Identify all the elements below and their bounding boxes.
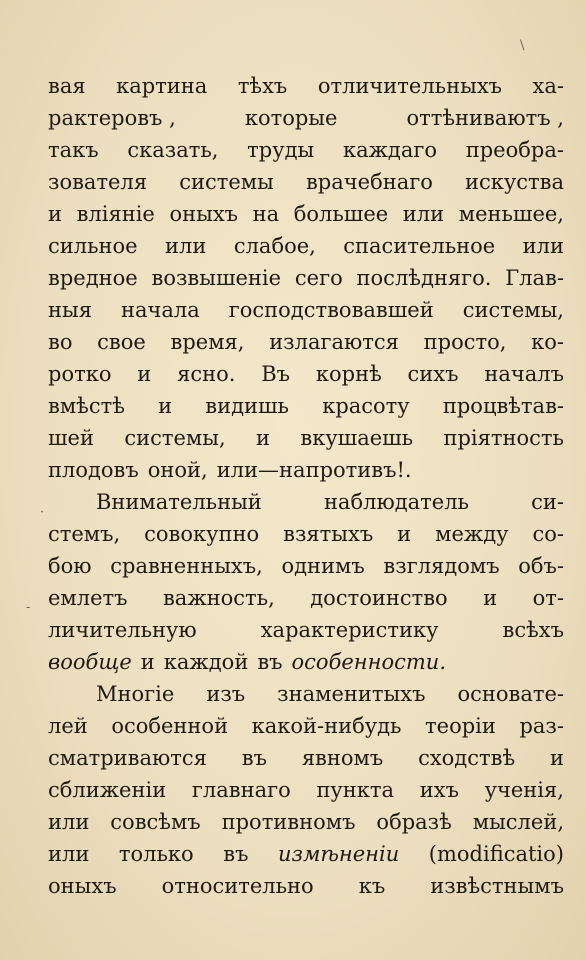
word: системы <box>179 170 274 194</box>
word: или <box>522 234 564 258</box>
word: слабое, <box>233 234 316 258</box>
word: началъ <box>484 362 564 386</box>
text-line <box>48 166 564 198</box>
word: оттѣниваютъ , <box>406 106 564 130</box>
text-line <box>48 614 564 646</box>
word: свое <box>97 330 146 354</box>
word: картина <box>116 74 208 98</box>
word: оныхъ <box>169 202 239 226</box>
word: только <box>118 842 194 866</box>
word: бою <box>48 554 92 578</box>
word: вмѣстѣ <box>48 394 125 418</box>
word: Въ <box>261 362 291 386</box>
word: сильное <box>48 234 138 258</box>
word: каждой <box>163 650 249 674</box>
text-line <box>48 550 564 582</box>
word: въ <box>223 842 249 866</box>
word: каждаго <box>342 138 438 162</box>
text-line <box>48 198 564 230</box>
word: взятыхъ <box>283 522 374 546</box>
word: сматриваются <box>48 746 207 770</box>
word: къ <box>358 874 386 898</box>
word: корнѣ <box>315 362 382 386</box>
word: во <box>48 330 73 354</box>
word: господствовавшей <box>228 298 434 322</box>
word: со- <box>532 522 564 546</box>
text-line <box>48 710 564 742</box>
word: ныя <box>48 298 92 322</box>
word: большее <box>293 202 389 226</box>
corner-mark: \ <box>520 38 525 53</box>
word: и <box>158 394 173 418</box>
word: емлетъ <box>48 586 128 610</box>
word: ко- <box>531 330 564 354</box>
word: основате- <box>457 682 564 706</box>
word: оной, <box>147 458 208 482</box>
text-line <box>48 294 564 326</box>
text-line <box>48 102 564 134</box>
word: системы, <box>462 298 564 322</box>
word: изъ <box>206 682 246 706</box>
text-line <box>48 678 564 710</box>
word: извѣстнымъ <box>430 874 564 898</box>
word: (modificatio) <box>428 842 564 866</box>
word: сказать, <box>127 138 219 162</box>
word: рактеровъ , <box>48 106 176 130</box>
word: противномъ <box>221 810 356 834</box>
word: красоту <box>322 394 410 418</box>
word: особенной <box>111 714 229 738</box>
word: которые <box>244 106 338 130</box>
word: ихъ <box>419 778 459 802</box>
word: плодовъ <box>48 458 139 482</box>
word: преобра- <box>465 138 564 162</box>
word: меньшее, <box>458 202 564 226</box>
text-line <box>48 582 564 614</box>
word: теоріи <box>425 714 496 738</box>
word: шей <box>48 426 94 450</box>
word: ученія, <box>484 778 564 802</box>
word: и <box>397 522 412 546</box>
word: стемъ, <box>48 522 121 546</box>
word: и <box>256 426 270 450</box>
word: пункта <box>316 778 395 802</box>
word: сего <box>294 266 343 290</box>
word: искуства <box>465 170 564 194</box>
margin-dash-mark: - <box>26 600 31 615</box>
word: въ <box>241 746 267 770</box>
word: просто, <box>423 330 507 354</box>
word: измѣненіи <box>277 842 400 866</box>
word: ротко <box>48 362 112 386</box>
word: и <box>140 650 155 674</box>
word: мыслей, <box>472 810 564 834</box>
word: сравненныхъ, <box>110 554 263 578</box>
word: важность, <box>162 586 275 610</box>
word: время, <box>170 330 245 354</box>
word: процвѣтав- <box>442 394 564 418</box>
word: зователя <box>48 170 148 194</box>
word: си- <box>531 490 564 514</box>
word: сихъ <box>407 362 459 386</box>
word: Глав- <box>505 266 564 290</box>
word: пріятность <box>443 426 564 450</box>
word: или <box>48 842 90 866</box>
word: въ <box>257 650 283 674</box>
text-line <box>48 262 564 294</box>
text-line <box>48 454 564 486</box>
word: лей <box>48 714 88 738</box>
text-line <box>48 422 564 454</box>
word: особенности. <box>291 650 446 674</box>
text-line <box>48 358 564 390</box>
word: всѣхъ <box>502 618 564 642</box>
word: или <box>165 234 207 258</box>
word: Многіе <box>96 682 175 706</box>
text-line <box>48 326 564 358</box>
text-line <box>48 486 564 518</box>
word: такъ <box>48 138 99 162</box>
word: знаменитыхъ <box>277 682 426 706</box>
word: взглядомъ <box>383 554 500 578</box>
word: между <box>435 522 509 546</box>
word: оныхъ <box>48 874 117 898</box>
word: вредное <box>48 266 138 290</box>
word: однимъ <box>281 554 365 578</box>
word: тѣхъ <box>237 74 288 98</box>
body-text <box>48 70 564 902</box>
text-line <box>48 70 564 102</box>
text-line <box>48 838 564 870</box>
word: и <box>483 586 498 610</box>
text-line <box>48 742 564 774</box>
word: начала <box>120 298 200 322</box>
word: сближеніи <box>48 778 167 802</box>
word: излагаются <box>269 330 399 354</box>
text-line <box>48 518 564 550</box>
word: и <box>137 362 152 386</box>
text-line <box>48 870 564 902</box>
word: вая <box>48 74 86 98</box>
word: послѣдняго. <box>356 266 492 290</box>
word: раз- <box>519 714 564 738</box>
word: видишь <box>205 394 289 418</box>
word: и <box>48 202 62 226</box>
word: характеристику <box>260 618 439 642</box>
word: или—напротивъ!. <box>216 458 412 482</box>
word: явномъ <box>301 746 384 770</box>
word: отличительныхъ <box>317 74 503 98</box>
word: и <box>549 746 564 770</box>
word: достоинство <box>310 586 448 610</box>
word: личительную <box>48 618 197 642</box>
word: ха- <box>532 74 564 98</box>
word: возвышеніе <box>151 266 282 290</box>
word: относительно <box>161 874 314 898</box>
word: какой-нибудь <box>251 714 402 738</box>
word: совокупно <box>144 522 260 546</box>
word: врачебнаго <box>305 170 433 194</box>
word: ясно. <box>177 362 236 386</box>
word: наблюдатель <box>323 490 469 514</box>
word: совсѣмъ <box>110 810 201 834</box>
word: главнаго <box>191 778 291 802</box>
word: труды <box>247 138 315 162</box>
word: от- <box>532 586 564 610</box>
word: или <box>48 810 90 834</box>
text-line <box>48 806 564 838</box>
text-line <box>48 134 564 166</box>
word: системы, <box>124 426 226 450</box>
word: вкушаешь <box>300 426 414 450</box>
text-line <box>48 230 564 262</box>
text-line <box>48 390 564 422</box>
word: сходствѣ <box>418 746 516 770</box>
word: спасительное <box>343 234 496 258</box>
word: образѣ <box>376 810 452 834</box>
word: Внимательный <box>96 490 262 514</box>
margin-dot-mark: · <box>40 505 45 520</box>
text-line <box>48 774 564 806</box>
text-line <box>48 646 564 678</box>
word: вообще <box>48 650 132 674</box>
word: объ- <box>518 554 564 578</box>
word: вліяніе <box>76 202 155 226</box>
word: на <box>252 202 280 226</box>
word: или <box>402 202 445 226</box>
